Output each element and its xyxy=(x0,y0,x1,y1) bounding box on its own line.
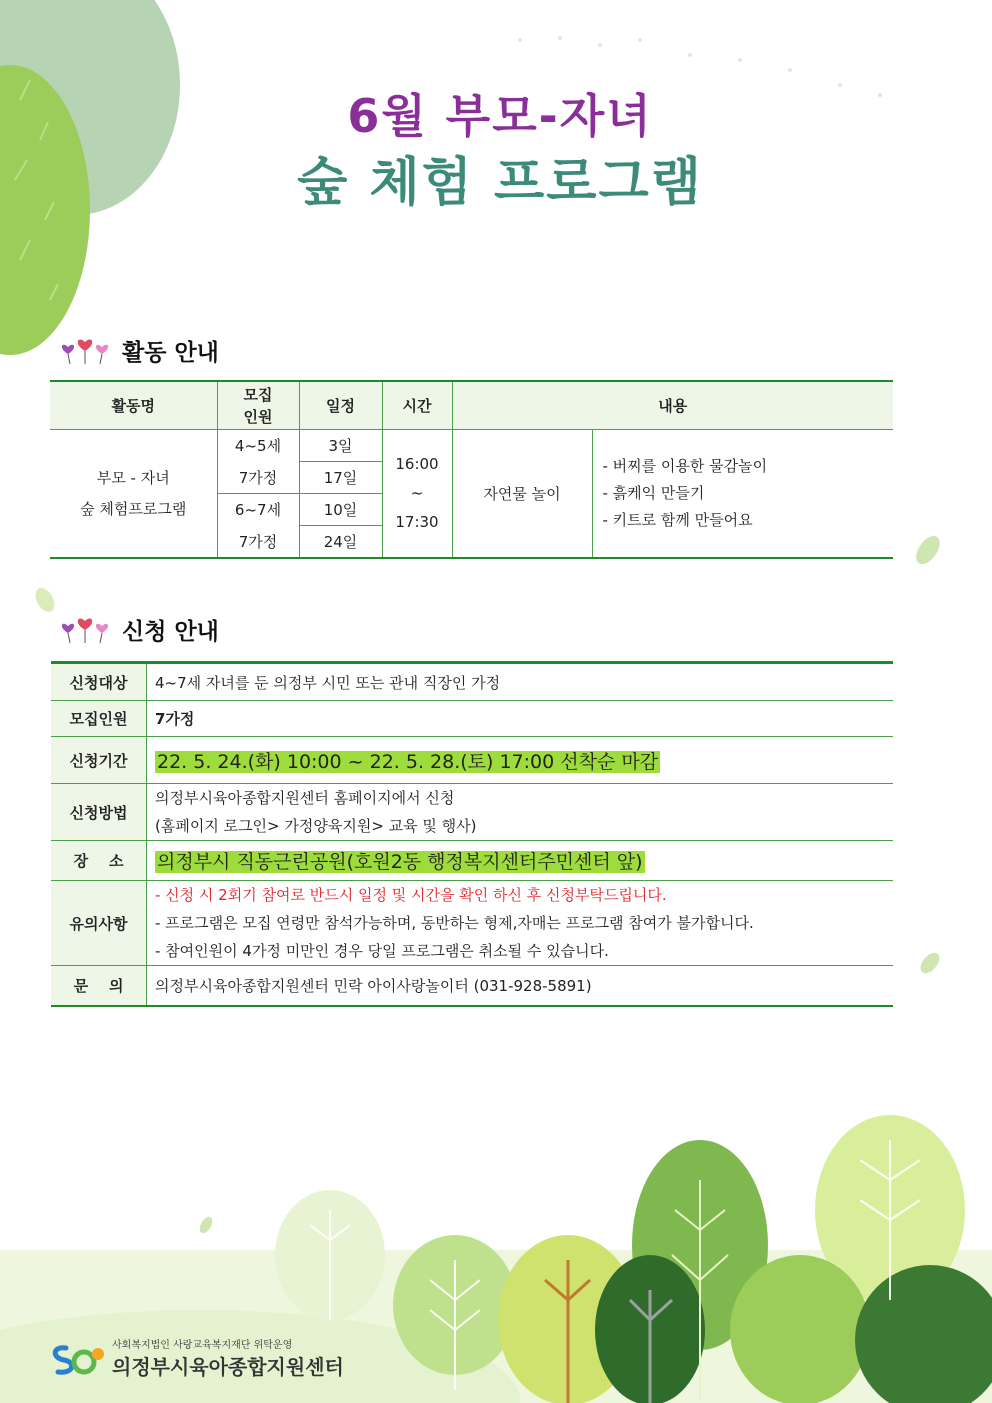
center-logo-icon xyxy=(48,1340,106,1376)
time-end: 17:30 xyxy=(395,513,439,531)
table-row xyxy=(51,966,893,1006)
header-time: 시간 xyxy=(382,381,452,430)
group1-age: 4~5세 xyxy=(217,430,299,462)
header-content: 내용 xyxy=(452,381,893,430)
group2-date1: 10일 xyxy=(299,494,382,526)
place-key: 장 소 xyxy=(51,841,147,881)
method-line1: 의정부시육아종합지원센터 홈페이지에서 신청 xyxy=(155,789,455,807)
note-item: - 참여인원이 4가정 미만인 경우 당일 프로그램은 취소될 수 있습니다. xyxy=(155,942,609,960)
header-schedule: 일정 xyxy=(299,381,382,430)
activity-section-heading xyxy=(58,333,219,367)
heart-balloons-icon xyxy=(58,335,112,365)
list-item: - 흙케익 만들기 xyxy=(602,484,705,502)
group1-count: 7가정 xyxy=(217,462,299,494)
theme-cell: 자연물 놀이 xyxy=(452,430,592,559)
apply-heading-label: 신청 안내 xyxy=(122,618,219,645)
period-key: 신청기간 xyxy=(51,737,147,784)
target-key: 신청대상 xyxy=(51,663,147,701)
table-row xyxy=(51,784,893,841)
contact-key: 문 의 xyxy=(51,966,147,1006)
list-item: - 키트로 함께 만들어요 xyxy=(602,511,753,529)
notes-cell xyxy=(147,881,894,966)
method-cell xyxy=(147,784,894,841)
table-row xyxy=(51,663,893,701)
heart-balloons-icon xyxy=(58,614,112,644)
method-key: 신청방법 xyxy=(51,784,147,841)
page-title-line2: 숲 체험 프로그램 xyxy=(297,153,703,213)
footer-sub: 사회복지법인 사랑교육복지재단 위탁운영 xyxy=(112,1340,293,1351)
time-separator: ~ xyxy=(410,484,424,502)
target-value: 4~7세 자녀를 둔 의정부 시민 또는 관내 직장인 가정 xyxy=(147,663,894,701)
recruit-value: 7가정 xyxy=(147,701,894,737)
program-name-cell: 부모 - 자녀 숲 체험프로그램 xyxy=(50,430,217,559)
activity-header-row xyxy=(50,381,893,430)
apply-section-heading xyxy=(58,612,219,646)
table-row xyxy=(51,737,893,784)
group2-count: 7가정 xyxy=(217,526,299,559)
activity-heading-label: 활동 안내 xyxy=(122,339,219,366)
recruit-key: 모집인원 xyxy=(51,701,147,737)
place-cell xyxy=(147,841,894,881)
header-activity-name: 활동명 xyxy=(50,381,217,430)
page-title-line1: 6월 부모-자녀 xyxy=(347,89,653,143)
footer-org-name: 의정부시육아종합지원센터 xyxy=(112,1355,344,1379)
notes-key: 유의사항 xyxy=(51,881,147,966)
header-recruit: 모집 인원 xyxy=(217,381,299,430)
time-cell xyxy=(382,430,452,559)
note-item: - 프로그램은 모집 연령만 참석가능하며, 동반하는 형제,자매는 프로그램 참여가 불가합니다. xyxy=(155,914,754,932)
table-row xyxy=(51,701,893,737)
method-line2: (홈페이지 로그인> 가정양육지원> 교육 및 행사) xyxy=(155,817,477,835)
note-item: - 신청 시 2회기 참여로 반드시 일정 및 시간을 확인 하신 후 신청부탁드립니다. xyxy=(155,886,667,904)
period-value: 22. 5. 24.(화) 10:00 ~ 22. 5. 28.(토) 17:00 선착순 마감 xyxy=(157,750,659,773)
place-value: 의정부시 직동근린공원(호원2동 행정복지센터주민센터 앞) xyxy=(157,851,643,873)
group2-date2: 24일 xyxy=(299,526,382,559)
apply-table xyxy=(51,661,893,1007)
time-start: 16:00 xyxy=(395,455,439,473)
group1-date2: 17일 xyxy=(299,462,382,494)
activity-table xyxy=(50,380,893,559)
list-item: - 버찌를 이용한 물감놀이 xyxy=(602,457,768,475)
group2-age: 6~7세 xyxy=(217,494,299,526)
group1-date1: 3일 xyxy=(299,430,382,462)
table-row xyxy=(51,881,893,966)
contact-value: 의정부시육아종합지원센터 민락 아이사랑놀이터 (031-928-5891) xyxy=(147,966,894,1006)
footer-logo xyxy=(48,1336,344,1380)
period-cell xyxy=(147,737,894,784)
table-row xyxy=(51,841,893,881)
content-list-cell xyxy=(592,430,893,559)
table-row xyxy=(50,430,893,462)
